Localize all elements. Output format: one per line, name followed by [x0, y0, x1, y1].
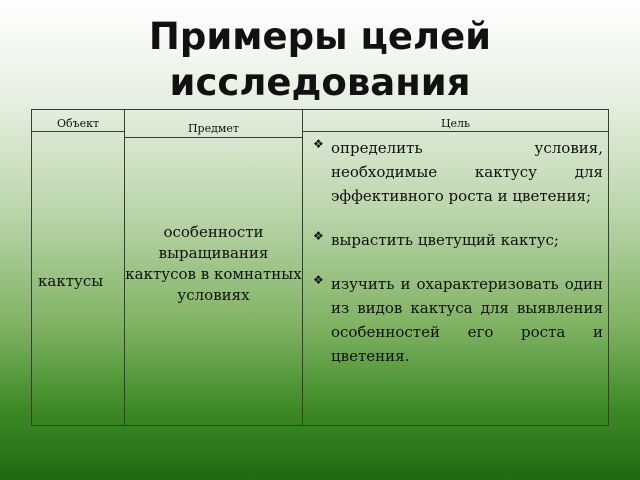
goal-text: вырастить цветущий кактус; — [331, 231, 559, 249]
goal-item — [313, 136, 603, 208]
slide-title-line-1: Примеры целей — [148, 15, 492, 58]
column-object — [32, 110, 124, 425]
diamond-bullet-icon: ❖ — [313, 229, 324, 243]
goal-text: изучить и охарактеризовать один из видов кактуса для выявления особенностей его роста и цветения. — [331, 275, 603, 365]
goal-item — [313, 228, 603, 252]
research-goals-table — [31, 109, 609, 426]
subject-cell: особенности выращивания кактусов в комнатных условиях — [125, 223, 302, 304]
header-object: Объект — [56, 117, 100, 130]
slide-title — [0, 14, 640, 106]
slide-title-line-2: исследования — [169, 61, 471, 104]
goal-list — [313, 136, 603, 388]
diamond-bullet-icon: ❖ — [313, 137, 324, 151]
column-subject — [124, 110, 302, 425]
header-divider — [303, 131, 608, 132]
column-goal — [302, 110, 608, 425]
header-divider — [32, 131, 124, 132]
header-goal: Цель — [440, 117, 471, 130]
header-divider — [125, 137, 302, 138]
goal-item — [313, 272, 603, 368]
header-subject: Предмет — [187, 122, 240, 135]
object-cell: кактусы — [38, 272, 104, 290]
diamond-bullet-icon: ❖ — [313, 273, 324, 287]
goal-text: определить условия, необходимые кактусу для эффективного роста и цветения; — [331, 139, 603, 205]
